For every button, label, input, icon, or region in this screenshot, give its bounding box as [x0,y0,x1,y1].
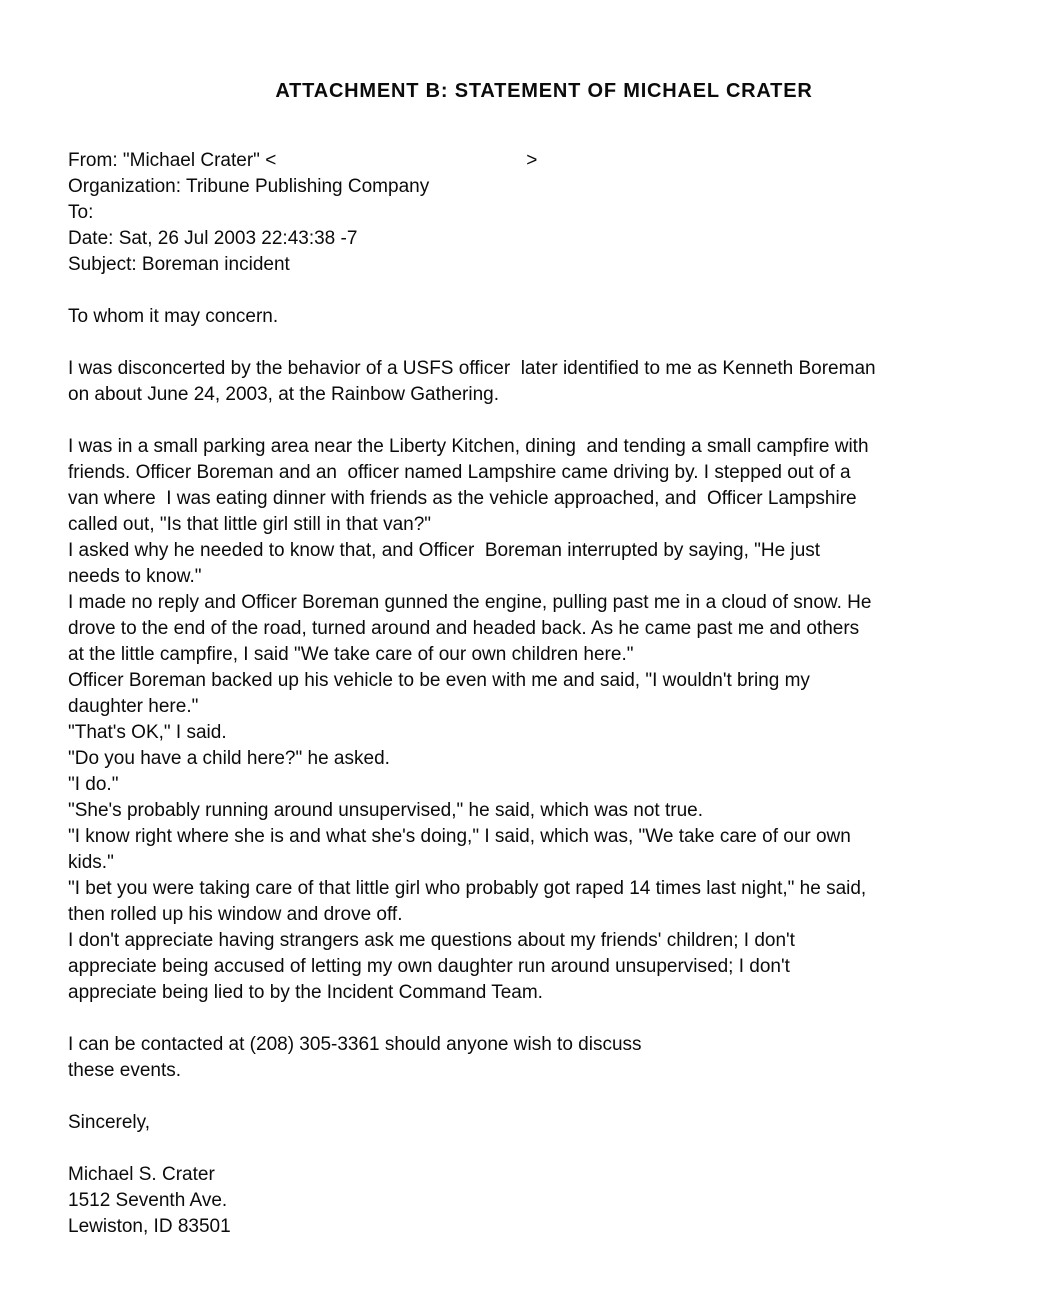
text-line: "I know right where she is and what she's doing," I said, which was, "We take care of our own [68,826,851,847]
text-line: Officer Boreman backed up his vehicle to be even with me and said, "I wouldn't bring my [68,670,810,691]
text-line: then rolled up his window and drove off. [68,904,403,925]
email-from-suffix: > [526,150,538,171]
text-line: appreciate being lied to by the Incident Command Team. [68,982,543,1003]
paragraph-intro [68,356,1020,408]
salutation: To whom it may concern. [68,306,279,327]
text-line: daughter here." [68,696,199,717]
email-subject-line: Subject: Boreman incident [68,254,290,275]
text-line: I was in a small parking area near the Liberty Kitchen, dining and tending a small campfire with [68,436,869,457]
text-line: I don't appreciate having strangers ask me questions about my friends' children; I don't [68,930,795,951]
email-from-line [68,148,1020,174]
text-line: Lewiston, ID 83501 [68,1216,231,1237]
email-from-prefix: From: "Michael Crater" < [68,150,277,171]
email-to-line: To: [68,202,94,223]
text-line: called out, "Is that little girl still in that van?" [68,514,432,535]
text-line: I can be contacted at (208) 305-3361 should anyone wish to discuss [68,1034,642,1055]
email-date-line: Date: Sat, 26 Jul 2003 22:43:38 -7 [68,228,358,249]
email-organization-line: Organization: Tribune Publishing Company [68,176,430,197]
text-line: "She's probably running around unsupervised," he said, which was not true. [68,800,703,821]
text-line: on about June 24, 2003, at the Rainbow Gathering. [68,384,499,405]
text-line: "I do." [68,774,119,795]
signature-block [68,1162,1020,1240]
text-line: Michael S. Crater [68,1164,215,1185]
text-line: 1512 Seventh Ave. [68,1190,228,1211]
paragraph-narrative [68,434,1020,1006]
redacted-email-gap [276,165,526,166]
text-line: van where I was eating dinner with friends as the vehicle approached, and Officer Lampshire [68,488,857,509]
document-title: ATTACHMENT B: STATEMENT OF MICHAEL CRATER [275,80,813,102]
text-line: I was disconcerted by the behavior of a USFS officer later identified to me as Kenneth Boreman [68,358,876,379]
text-line: I made no reply and Officer Boreman gunned the engine, pulling past me in a cloud of snow. He [68,592,872,613]
text-line: "Do you have a child here?" he asked. [68,748,390,769]
text-line: kids." [68,852,114,873]
closing: Sincerely, [68,1112,151,1133]
text-line: these events. [68,1060,182,1081]
email-header [68,148,1020,278]
text-line: at the little campfire, I said "We take care of our own children here." [68,644,634,665]
paragraph-contact [68,1032,1020,1084]
text-line: needs to know." [68,566,202,587]
text-line: "That's OK," I said. [68,722,227,743]
text-line: drove to the end of the road, turned around and headed back. As he came past me and others [68,618,860,639]
text-line: I asked why he needed to know that, and Officer Boreman interrupted by saying, "He just [68,540,821,561]
text-line: appreciate being accused of letting my own daughter run around unsupervised; I don't [68,956,790,977]
text-line: friends. Officer Boreman and an officer named Lampshire came driving by. I stepped out of a [68,462,851,483]
text-line: "I bet you were taking care of that little girl who probably got raped 14 times last night," he said, [68,878,867,899]
